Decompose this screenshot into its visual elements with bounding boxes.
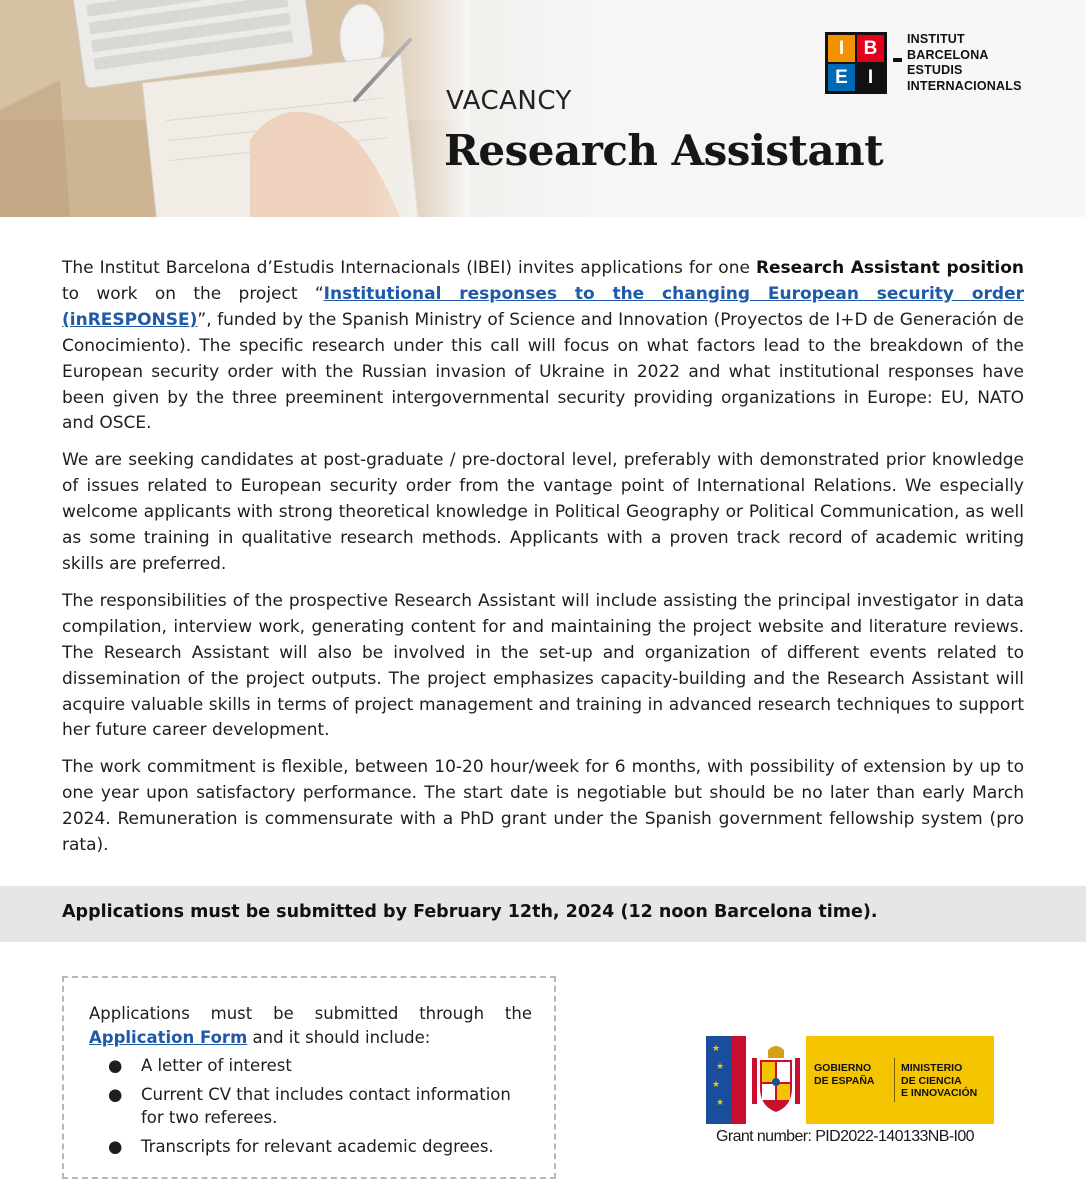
ibei-logo [825,32,1035,94]
application-form-link[interactable]: Application Form [89,1027,248,1047]
gov-line: E INNOVACIÓN [901,1087,978,1099]
vacancy-description [62,256,1024,870]
coat-of-arms-icon [750,1044,802,1116]
bullet-icon: ● [108,1136,123,1156]
flag-red-strip [732,1036,746,1124]
list-item-text: Current CV that includes contact information for two referees. [141,1084,511,1127]
list-item [89,1135,532,1159]
ministry-panel [806,1036,994,1124]
logo-wordmark [907,32,1022,94]
intro-text: The Institut Barcelona d’Estudis Internacionals (IBEI) invites applications for one [62,258,756,278]
bullet-icon: ● [108,1084,123,1104]
list-item-text: A letter of interest [141,1056,292,1075]
star-icon: ★ [712,1080,721,1090]
intro-text: and it should include: [247,1027,431,1047]
header-banner [0,0,1086,217]
application-intro [89,1002,532,1049]
eu-flag-strip [706,1036,732,1124]
ministerio-label [901,1062,977,1100]
gov-line: DE ESPAÑA [814,1074,875,1087]
paragraph-candidates: We are seeking candidates at post-graduate / pre-doctoral level, preferably with demonstrated prior knowledge of issues related to European security order from the vantage point of International Relations. We especially welcome applicants with strong theoretical knowledge in Political Geography or Political Communication, as well as some training in qualitative research methods. Applicants with a proven track record of academic writing skills are preferred. [62,450,1024,574]
gov-line: DE CIENCIA [901,1074,962,1087]
logo-letter-i: I [828,35,855,62]
star-icon: ★ [712,1044,721,1054]
application-instructions [89,1002,532,1163]
paragraph-responsibilities: The responsibilities of the prospective Research Assistant will include assisting the principal investigator in data compilation, interview work, generating content for and maintaining the project website and literature reviews. The Research Assistant will also be involved in the set-up and organization of different events related to dissemination of the project outputs. The project emphasizes capacity-building and the Research Assistant will acquire valuable skills in terms of project management and training in advanced research techniques to support her future career development. [62,590,1024,741]
position-name: Research Assistant position [755,258,1024,278]
paragraph-commitment: The work commitment is flexible, between 10-20 hour/week for 6 months, with possibility of extension by up to one year upon satisfactory performance. The start date is negotiable but should be no later than early March 2024. Remuneration is commensurate with a PhD grant under the Spanish government fellowship system (pro rata). [62,757,1024,856]
list-item [89,1083,532,1130]
logo-line: ESTUDIS [907,63,963,77]
logo-line: BARCELONA [907,47,989,62]
list-item [89,1054,532,1078]
star-icon: ★ [716,1098,725,1108]
divider [894,1058,895,1102]
gov-line: GOBIERNO [814,1062,872,1074]
grant-number: Grant number: PID2022-140133NB-I00 [716,1128,974,1145]
deadline-banner [0,886,1086,942]
gobierno-de-espana-logo [706,1036,994,1124]
star-icon: ★ [716,1062,725,1072]
requirements-list [89,1054,532,1158]
project-link[interactable]: Institutional responses to the changing European security order (inRESPONSE) [62,283,1024,330]
gobierno-label [814,1062,874,1087]
page-title: Research Assistant [444,126,884,175]
application-box [62,976,556,1179]
paragraph-intro [62,256,1024,437]
intro-text: Applications must be submitted through the [89,1004,532,1023]
desk-photo-illustration [0,0,470,217]
gov-line: MINISTERIO [901,1062,963,1074]
intro-text: to work on the project “ [62,283,324,304]
vacancy-label: VACANCY [446,86,572,116]
deadline-text: Applications must be submitted by February 12th, 2024 (12 noon Barcelona time). [62,902,878,922]
logo-line: INSTITUT [907,32,965,46]
bullet-icon: ● [108,1056,123,1075]
intro-text: ”, funded by the Spanish Ministry of Science and Innovation (Proyectos de I+D de Generación de Conocimiento). The specific research under this call will focus on what factors lead to the breakdown of the European security order with the Russian invasion of Ukraine in 2022 and what institutional responses have been given by the three preeminent intergovernmental security providing organizations in Europe: EU, NATO and OSCE. [62,309,1024,434]
list-item-text: Transcripts for relevant academic degrees. [141,1136,494,1156]
logo-letter-e: E [828,64,855,91]
logo-letter-i-2: I [857,64,884,91]
logo-line: INTERNACIONALS [907,78,1022,93]
logo-dash [893,58,902,62]
logo-grid [825,32,887,94]
logo-letter-b: B [857,35,884,62]
